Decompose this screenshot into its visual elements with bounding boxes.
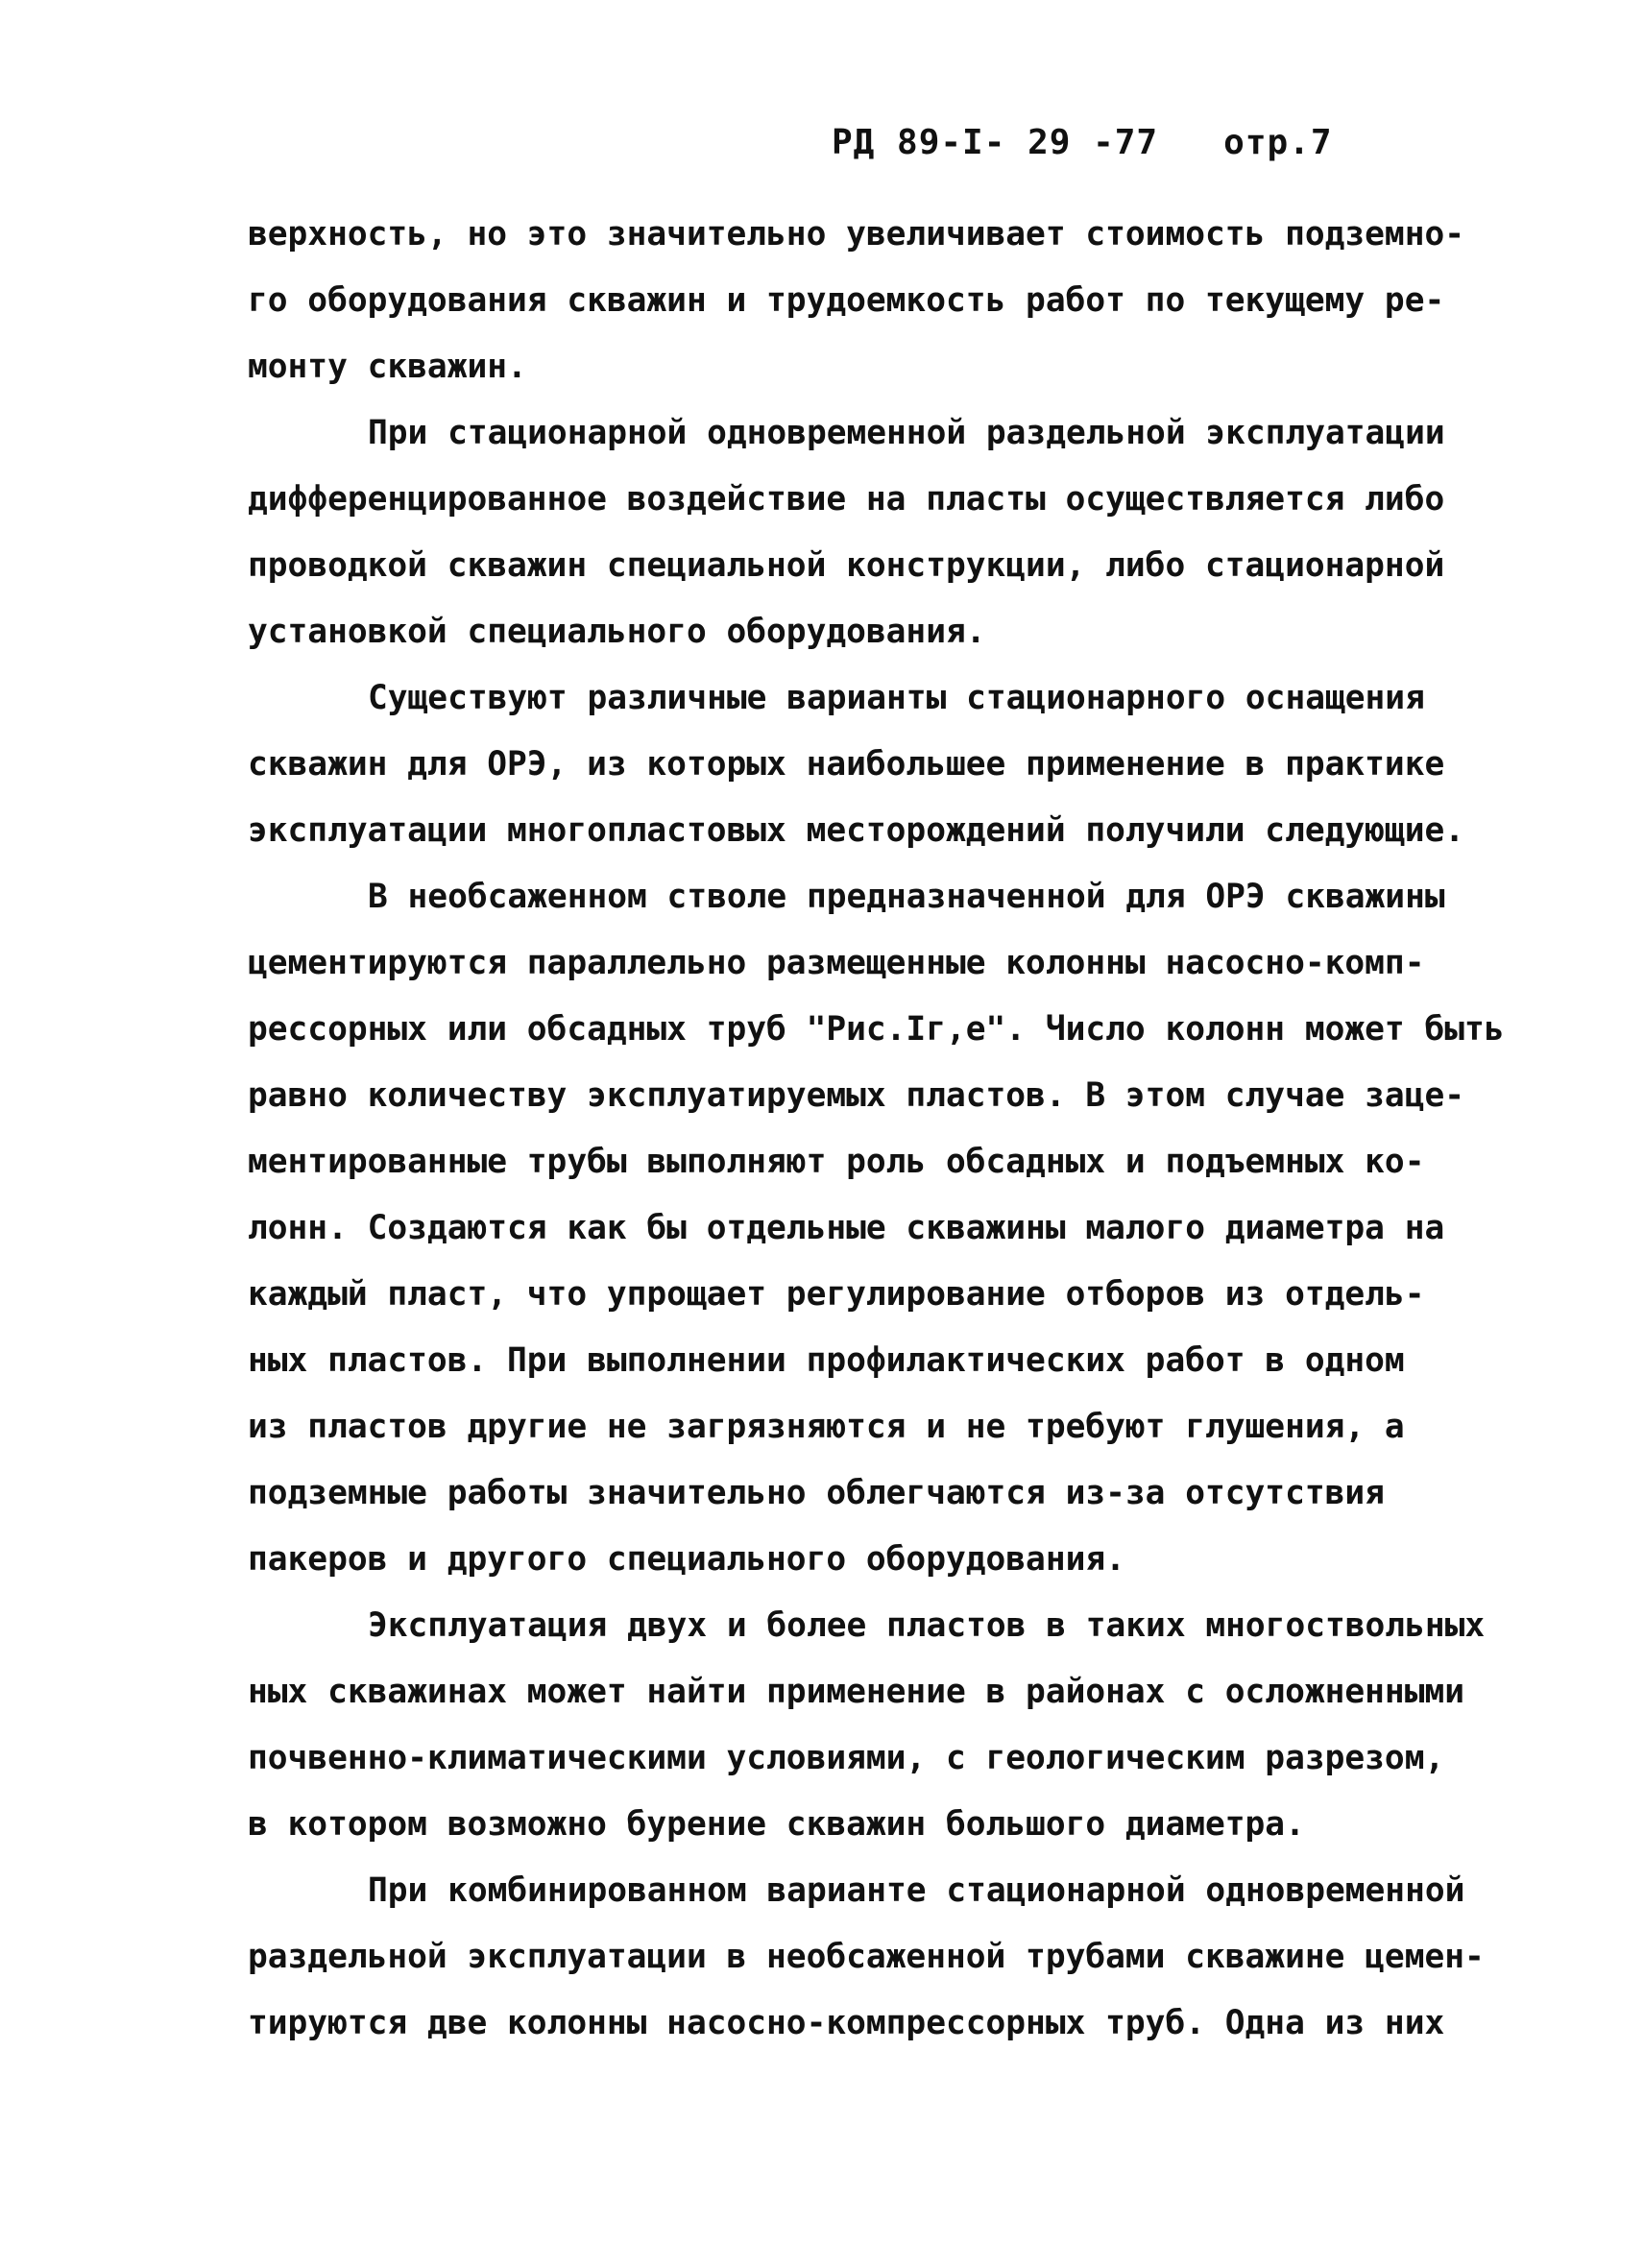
text-line: верхность, но это значительно увеличивает стоимость подземно-: [248, 215, 1465, 253]
text-line: из пластов другие не загрязняются и не требуют глушения, а: [248, 1408, 1405, 1446]
text-line: рессорных или обсадных труб "Рис.Iг,е". Число колонн может быть: [248, 1010, 1505, 1049]
text-line: установкой специального оборудования.: [248, 613, 986, 651]
text-line: каждый пласт, что упрощает регулирование отборов из отдель-: [248, 1275, 1425, 1314]
text-line: тируются две колонны насосно-компрессорных труб. Одна из них: [248, 2004, 1445, 2042]
page-header: [832, 123, 1333, 162]
text-line: в котором возможно бурение скважин большого диаметра.: [248, 1805, 1305, 1844]
text-line: цементируются параллельно размещенные колонны насосно-комп-: [248, 944, 1425, 982]
paragraph-first-line: Существуют различные варианты стационарного оснащения: [368, 679, 1425, 717]
text-line: дифференцированное воздействие на пласты осуществляется либо: [248, 480, 1445, 519]
text-line: равно количеству эксплуатируемых пластов. В этом случае заце-: [248, 1076, 1465, 1115]
text-line: лонн. Создаются как бы отдельные скважины малого диаметра на: [248, 1209, 1445, 1247]
text-line: почвенно-климатическими условиями, с геологическим разрезом,: [248, 1739, 1445, 1777]
paragraph-first-line: При стационарной одновременной раздельной эксплуатации: [368, 414, 1445, 452]
text-line: проводкой скважин специальной конструкции, либо стационарной: [248, 546, 1445, 585]
text-line: пакеров и другого специального оборудования.: [248, 1540, 1125, 1579]
text-line: ментированные трубы выполняют роль обсадных и подъемных ко-: [248, 1143, 1425, 1181]
text-line: подземные работы значительно облегчаются из-за отсутствия: [248, 1474, 1385, 1512]
paragraph-first-line: В необсаженном стволе предназначенной для ОРЭ скважины: [368, 878, 1445, 916]
paragraph-first-line: При комбинированном варианте стационарной одновременной: [368, 1871, 1465, 1910]
text-line: монту скважин.: [248, 348, 527, 386]
text-line: го оборудования скважин и трудоемкость работ по текущему ре-: [248, 281, 1445, 320]
text-line: ных скважинах может найти применение в районах с осложненными: [248, 1673, 1465, 1711]
paragraph-first-line: Эксплуатация двух и более пластов в таких многоствольных: [368, 1606, 1486, 1645]
document-number: РД 89-I- 29 -77: [832, 123, 1159, 162]
body-text: [248, 202, 1505, 2057]
text-line: раздельной эксплуатации в необсаженной трубами скважине цемен-: [248, 1938, 1485, 1976]
text-line: скважин для ОРЭ, из которых наибольшее применение в практике: [248, 745, 1445, 784]
text-line: ных пластов. При выполнении профилактических работ в одном: [248, 1341, 1405, 1380]
text-line: эксплуатации многопластовых месторождений получили следующие.: [248, 811, 1465, 850]
page-number: отр.7: [1223, 123, 1333, 162]
